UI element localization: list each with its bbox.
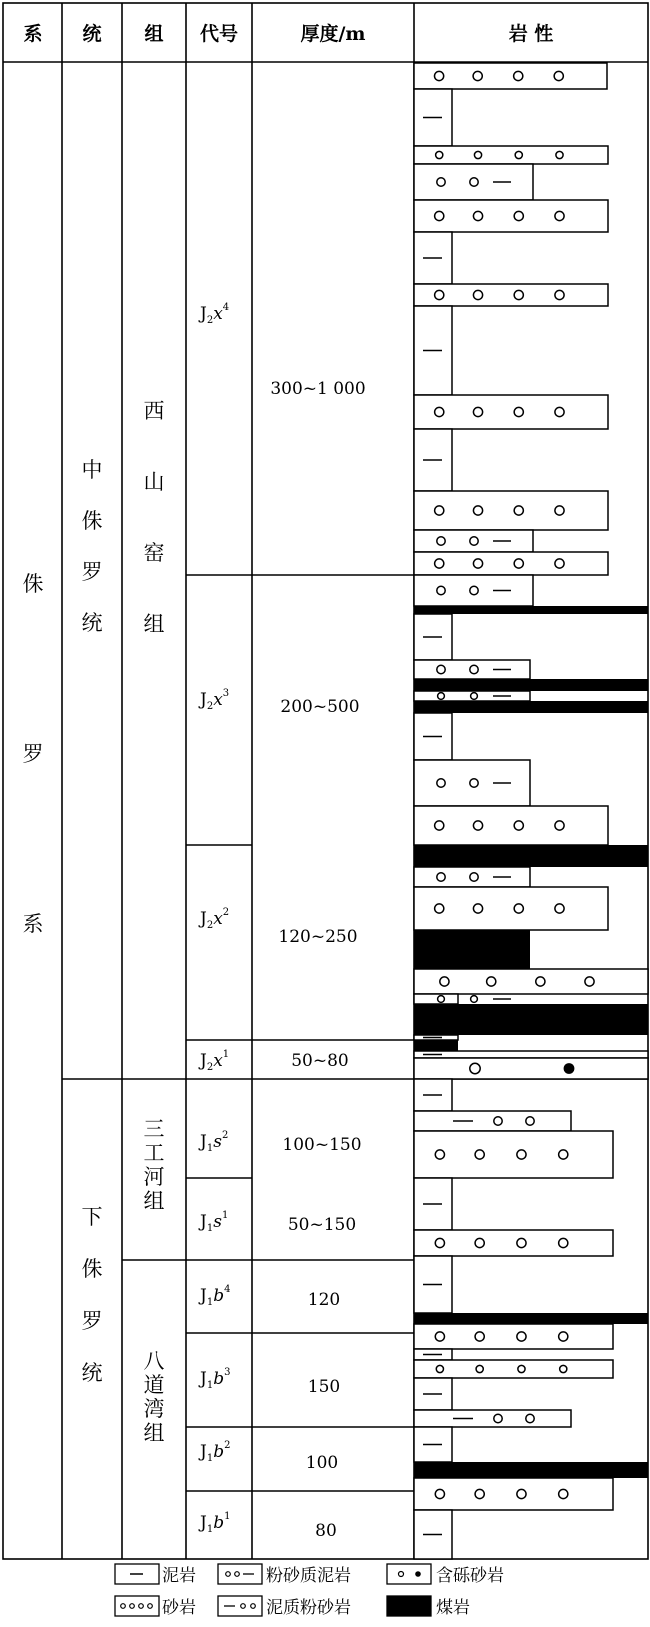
coal-layer — [414, 701, 648, 713]
circle-symbol — [470, 873, 478, 881]
header-series: 统 — [82, 23, 102, 45]
circle-symbol — [435, 1238, 444, 1247]
legend-argillaceous-siltstone — [218, 1596, 351, 1618]
formation-char: 山 — [143, 470, 165, 494]
unit-code: $J_1b^2$ — [200, 1440, 231, 1464]
unit-code: $J_1s^1$ — [200, 1210, 229, 1234]
thickness-value: 100 — [305, 1453, 339, 1473]
formation-xishanyao — [144, 399, 165, 636]
legend-swatch-silty-mudstone — [218, 1564, 262, 1584]
circle-symbol — [438, 693, 445, 700]
circle-symbol — [130, 1604, 135, 1609]
circle-symbol — [435, 904, 444, 913]
circle-symbol — [471, 693, 478, 700]
circle-symbol — [476, 1365, 483, 1372]
unit-thickness — [270, 379, 365, 1541]
series-char: 中 — [81, 458, 103, 482]
legend-coal — [387, 1596, 470, 1618]
coal-layer — [414, 930, 530, 969]
coal-layer — [414, 679, 648, 691]
thickness-value: 80 — [315, 1521, 337, 1541]
formation-char: 道 — [143, 1373, 165, 1397]
circle-symbol — [470, 779, 478, 787]
legend-silty-mudstone — [218, 1564, 351, 1586]
series-char: 罗 — [81, 1309, 103, 1333]
circle-symbol — [440, 977, 449, 986]
coal-layer — [414, 606, 648, 614]
series-char: 下 — [81, 1205, 103, 1229]
circle-symbol — [470, 537, 478, 545]
formation-badaowan — [144, 1349, 165, 1445]
circle-symbol — [559, 1332, 568, 1341]
legend-label-silty-mudstone: 粉砂质泥岩 — [266, 1566, 351, 1586]
series-char: 侏 — [81, 1257, 103, 1281]
circle-symbol — [475, 1150, 484, 1159]
circle-symbol — [555, 290, 564, 299]
argillaceous-siltstone-layer — [414, 1111, 571, 1131]
circle-symbol — [470, 586, 478, 594]
circle-symbol — [555, 821, 564, 830]
circle-symbol — [518, 1365, 525, 1372]
circle-symbol — [517, 1238, 526, 1247]
thickness-value: 300~1 000 — [270, 379, 366, 399]
mudstone-layer — [414, 1051, 648, 1058]
series-char: 统 — [81, 611, 103, 635]
series-lower-jurassic — [82, 1205, 103, 1385]
formation-char: 八 — [143, 1349, 165, 1373]
circle-symbol — [559, 1489, 568, 1498]
circle-symbol — [514, 904, 523, 913]
circle-symbol — [139, 1604, 144, 1609]
circle-symbol — [514, 211, 523, 220]
circle-symbol — [435, 211, 444, 220]
unit-code: $J_2x^4$ — [200, 302, 230, 326]
circle-symbol — [148, 1604, 153, 1609]
coal-layer — [414, 1462, 648, 1478]
formation-char: 三 — [143, 1117, 165, 1141]
formation-char: 湾 — [143, 1397, 165, 1421]
circle-symbol — [437, 537, 445, 545]
header-lithology: 岩 性 — [508, 23, 554, 45]
circle-symbol — [475, 1332, 484, 1341]
circle-symbol — [471, 996, 478, 1003]
circle-symbol — [556, 151, 563, 158]
circle-symbol — [555, 506, 564, 515]
circle-symbol — [434, 71, 443, 80]
header-formation: 组 — [144, 23, 164, 45]
formation-char: 组 — [143, 1189, 165, 1213]
circle-symbol — [437, 586, 445, 594]
legend-swatch-pebbly-sandstone — [387, 1564, 431, 1584]
circle-symbol — [494, 1117, 502, 1125]
coal-layer — [414, 1040, 458, 1051]
circle-symbol — [438, 996, 445, 1003]
circle-symbol — [585, 977, 594, 986]
lithology-column — [414, 63, 648, 1559]
circle-symbol — [559, 1238, 568, 1247]
circle-symbol — [475, 1238, 484, 1247]
legend-label-pebbly-sandstone: 含砾砂岩 — [436, 1566, 504, 1586]
circle-symbol — [517, 1150, 526, 1159]
circle-symbol — [555, 559, 564, 568]
circle-symbol — [435, 290, 444, 299]
circle-symbol — [494, 1414, 502, 1422]
system-char: 侏 — [22, 572, 44, 596]
thickness-value: 150 — [307, 1377, 341, 1397]
circle-symbol — [436, 151, 443, 158]
pebbly-sandstone-layer — [414, 1058, 648, 1079]
circle-symbol — [473, 559, 482, 568]
coal-layer — [414, 1004, 648, 1035]
unit-code: $J_1b^3$ — [200, 1367, 231, 1391]
circle-symbol — [473, 290, 482, 299]
unit-code: $J_1s^2$ — [200, 1130, 229, 1154]
circle-symbol — [514, 559, 523, 568]
circle-symbol — [121, 1604, 126, 1609]
unit-code: $J_1b^1$ — [200, 1511, 231, 1535]
circle-symbol — [473, 71, 482, 80]
circle-symbol — [435, 559, 444, 568]
circle-symbol — [470, 665, 478, 673]
circle-symbol — [435, 1489, 444, 1498]
circle-symbol — [436, 1365, 443, 1372]
circle-symbol — [555, 904, 564, 913]
silty-mudstone-layer — [414, 994, 458, 1004]
unit-code: $J_1b^4$ — [200, 1284, 231, 1308]
header-system: 系 — [23, 23, 43, 45]
legend-label-mudstone: 泥岩 — [162, 1566, 196, 1586]
circle-symbol — [435, 1150, 444, 1159]
thickness-value: 50~150 — [287, 1215, 357, 1235]
formation-char: 窑 — [143, 541, 165, 565]
circle-symbol — [559, 1150, 568, 1159]
circle-symbol — [437, 178, 445, 186]
formation-sangonghe — [144, 1117, 165, 1213]
circle-symbol — [517, 1332, 526, 1341]
argillaceous-siltstone-layer — [414, 1410, 571, 1427]
circle-symbol — [536, 977, 545, 986]
unit-code: $J_2x^1$ — [200, 1049, 230, 1073]
legend-mudstone — [115, 1564, 196, 1586]
circle-symbol — [560, 1365, 567, 1372]
circle-symbol — [473, 211, 482, 220]
legend-pebbly-sandstone — [387, 1564, 504, 1586]
formation-char: 组 — [143, 1421, 165, 1445]
circle-symbol — [473, 904, 482, 913]
circle-symbol — [555, 407, 564, 416]
thickness-value: 120 — [307, 1290, 341, 1310]
pebble-symbol — [564, 1063, 575, 1074]
circle-symbol — [515, 151, 522, 158]
circle-symbol — [487, 977, 496, 986]
formation-char: 工 — [143, 1141, 165, 1165]
circle-symbol — [435, 1332, 444, 1341]
circle-symbol — [526, 1414, 534, 1422]
pebble-symbol — [415, 1571, 421, 1577]
unit-codes — [198, 302, 230, 1535]
circle-symbol — [473, 821, 482, 830]
formation-char: 河 — [143, 1165, 165, 1189]
circle-symbol — [514, 290, 523, 299]
legend-label-sandstone: 砂岩 — [162, 1598, 196, 1618]
unit-code: $J_2x^3$ — [200, 688, 230, 712]
circle-symbol — [554, 71, 563, 80]
series-char: 侏 — [81, 509, 103, 533]
legend-label-argillaceous-siltstone: 泥质粉砂岩 — [266, 1598, 351, 1618]
legend-sandstone — [115, 1596, 196, 1618]
coal-layer — [414, 845, 648, 867]
legend-label-coal: 煤岩 — [436, 1598, 470, 1618]
circle-symbol — [517, 1489, 526, 1498]
legend — [115, 1564, 504, 1618]
circle-symbol — [473, 506, 482, 515]
header-thickness: 厚度/m — [300, 23, 366, 45]
circle-symbol — [470, 178, 478, 186]
thickness-value: 120~250 — [278, 927, 358, 947]
circle-symbol — [473, 407, 482, 416]
circle-symbol — [470, 1063, 480, 1073]
circle-symbol — [474, 151, 481, 158]
formation-char: 西 — [143, 399, 165, 423]
series-middle-jurassic — [82, 458, 103, 635]
system-label — [23, 572, 44, 936]
thickness-value: 50~80 — [291, 1051, 349, 1071]
circle-symbol — [437, 779, 445, 787]
circle-symbol — [435, 407, 444, 416]
series-char: 统 — [81, 1361, 103, 1385]
circle-symbol — [514, 71, 523, 80]
legend-swatch-coal — [387, 1596, 431, 1616]
circle-symbol — [437, 873, 445, 881]
coal-layer — [414, 1313, 648, 1324]
circle-symbol — [435, 506, 444, 515]
table-header — [23, 22, 553, 45]
circle-symbol — [526, 1117, 534, 1125]
circle-symbol — [435, 821, 444, 830]
circle-symbol — [514, 506, 523, 515]
circle-symbol — [475, 1489, 484, 1498]
header-code: 代号 — [199, 23, 239, 45]
thickness-value: 100~150 — [282, 1135, 362, 1155]
circle-symbol — [235, 1572, 240, 1577]
circle-symbol — [251, 1604, 256, 1609]
circle-symbol — [226, 1572, 231, 1577]
circle-symbol — [241, 1604, 246, 1609]
circle-symbol — [555, 211, 564, 220]
thickness-value: 200~500 — [280, 697, 360, 717]
unit-code: $J_2x^2$ — [200, 907, 230, 931]
formation-char: 组 — [143, 612, 165, 636]
series-char: 罗 — [81, 560, 103, 584]
circle-symbol — [514, 407, 523, 416]
circle-symbol — [514, 821, 523, 830]
system-char: 罗 — [22, 742, 44, 766]
circle-symbol — [399, 1572, 404, 1577]
system-char: 系 — [22, 912, 44, 936]
circle-symbol — [437, 665, 445, 673]
